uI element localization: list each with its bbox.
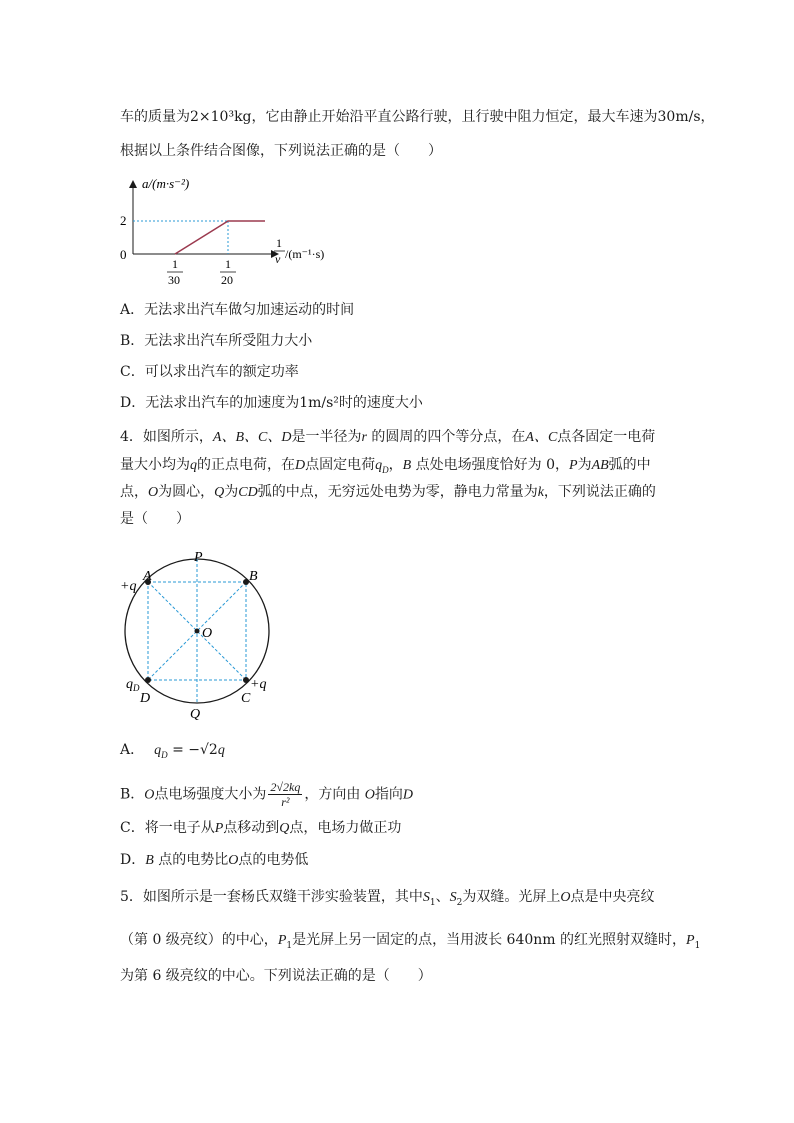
label-a: A <box>143 569 152 584</box>
label-b: B <box>249 569 258 584</box>
label-p: P <box>194 550 203 565</box>
y-axis-label: a/(m·s⁻²) <box>142 176 190 191</box>
x-tick1-num: 1 <box>172 257 178 271</box>
fraction-field-strength: $\frac{2√2kq}{\text{r²}}$ <box>270 780 301 809</box>
label-d: D <box>140 691 151 706</box>
q3-option-c: C．可以求出汽车的额定功率 <box>120 364 299 380</box>
q3-text-line1: 车的质量为2×10³kg，它由静止开始沿平直公路行驶，且行驶中阻力恒定，最大车速为30m/s， <box>120 109 715 125</box>
x-tick2-num: 1 <box>225 257 231 271</box>
y-tick-label: 2 <box>120 213 127 228</box>
q4-option-d: D．B 点的电势比O点的电势低 <box>120 852 309 868</box>
q4-option-b: B．O点电场强度大小为 $\frac{2√2kq}{\text{r²}}$ ，方向由 O指向D <box>120 780 414 809</box>
label-q: Q <box>190 707 201 722</box>
x-tick2-den: 20 <box>221 273 233 287</box>
origin-label: 0 <box>120 247 127 262</box>
point-c <box>243 677 249 683</box>
label-qd: $q_D$ <box>126 677 140 693</box>
point-o <box>195 629 200 634</box>
q5-text-line3: 为第 6 级亮纹的中心。下列说法正确的是（ ） <box>120 968 432 984</box>
x-axis-label-unit: /(m⁻¹·s) <box>285 247 325 261</box>
q3-option-b: B．无法求出汽车所受阻力大小 <box>120 333 313 349</box>
graph-line <box>175 221 265 254</box>
label-plus-q-left: +q <box>120 579 137 594</box>
q5-text-line2: （第 0 级亮纹）的中心，$P_1$是光屏上另一固定的点，当用波长 640nm 的红光照射双缝时，$P_1$ <box>120 932 701 951</box>
q4-text-line4: 是（ ） <box>120 511 190 527</box>
q3-option-d: D．无法求出汽车的加速度为1m/s²时的速度大小 <box>120 395 423 411</box>
q3-acceleration-graph <box>115 172 345 287</box>
q4-text-line2: 量大小均为q的正点电荷，在D点固定电荷$q_D$，B 点处电场强度恰好为 0，P为AB弧的中 <box>120 457 651 475</box>
point-d <box>145 677 151 683</box>
x-axis-label-var: v <box>275 252 281 266</box>
label-c: C <box>241 691 251 706</box>
q4-option-a: A． $q_D = -√2q$ <box>120 742 225 760</box>
q3-text-line2: 根据以上条件结合图像，下列说法正确的是（ ） <box>120 143 442 159</box>
q3-option-a: A．无法求出汽车做匀加速运动的时间 <box>120 302 355 318</box>
q4-circle-figure <box>112 545 292 725</box>
q5-text-line1: 5．如图所示是一套杨氏双缝干涉实验装置，其中$S_1$、$S_2$为双缝。光屏上O点是中央亮纹 <box>120 889 655 908</box>
q4-text-line1: 4．如图所示，A、B、C、D是一半径为r 的圆周的四个等分点，在A、C点各固定一电荷 <box>120 429 656 445</box>
x-tick1-den: 30 <box>168 273 180 287</box>
q4-text-line3: 点，O为圆心，Q为CD弧的中点，无穷远处电势为零，静电力常量为k，下列说法正确的 <box>120 484 656 500</box>
label-plus-q-right: +q <box>250 677 267 692</box>
label-o: O <box>202 626 213 641</box>
q4-option-c: C．将一电子从P点移动到Q点，电场力做正功 <box>120 820 402 836</box>
x-axis-label-num: 1 <box>276 236 282 250</box>
